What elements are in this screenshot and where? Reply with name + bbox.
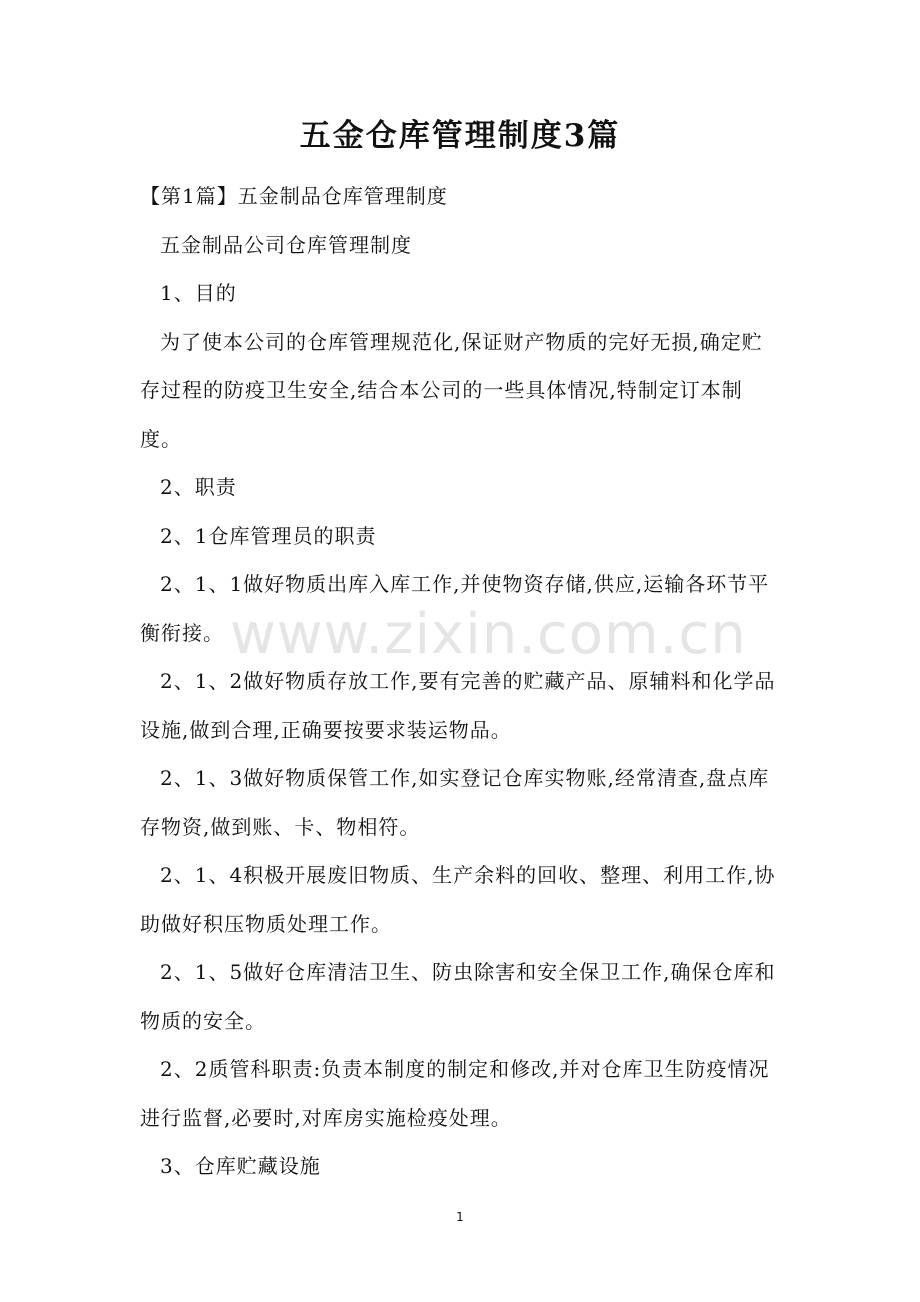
section-heading: 2、职责 bbox=[160, 475, 237, 499]
paragraph: 2、1、4积极开展废旧物质、生产余料的回收、整理、利用工作,协助做好积压物质处理工作。 bbox=[140, 863, 776, 936]
paragraph: 2、1、2做好物质存放工作,要有完善的贮藏产品、原辅料和化学品设施,做到合理,正确要按要求装运物品。 bbox=[140, 669, 776, 742]
page-number: 1 bbox=[456, 1210, 464, 1224]
document-body bbox=[140, 172, 780, 1191]
watermark: www.zixin.com.cn bbox=[230, 602, 747, 667]
part-heading: 【第1篇】五金制品仓库管理制度 bbox=[140, 184, 448, 208]
subsection-heading: 2、1仓库管理员的职责 bbox=[160, 523, 377, 548]
paragraph: 2、2质管科职责:负责本制度的制定和修改,并对仓库卫生防疫情况进行监督,必要时,对库房实施检疫处理。 bbox=[140, 1057, 770, 1130]
section-heading: 3、仓库贮藏设施 bbox=[160, 1154, 321, 1178]
paragraph: 五金制品公司仓库管理制度 bbox=[160, 232, 412, 257]
paragraph: 2、1、5做好仓库清洁卫生、防虫除害和安全保卫工作,确保仓库和物质的安全。 bbox=[140, 960, 776, 1033]
section-heading: 1、目的 bbox=[160, 281, 237, 305]
paragraph: 为了使本公司的仓库管理规范化,保证财产物质的完好无损,确定贮存过程的防疫卫生安全,结合本公司的一些具体情况,特制定订本制度。 bbox=[140, 329, 763, 451]
paragraph: 2、1、3做好物质保管工作,如实登记仓库实物账,经常清查,盘点库存物资,做到账、卡、物相符。 bbox=[140, 766, 770, 839]
document-title: 五金仓库管理制度3篇 bbox=[299, 118, 621, 154]
paragraph: 2、1、1做好物质出库入库工作,并使物资存储,供应,运输各环节平衡衔接。 bbox=[140, 572, 770, 645]
